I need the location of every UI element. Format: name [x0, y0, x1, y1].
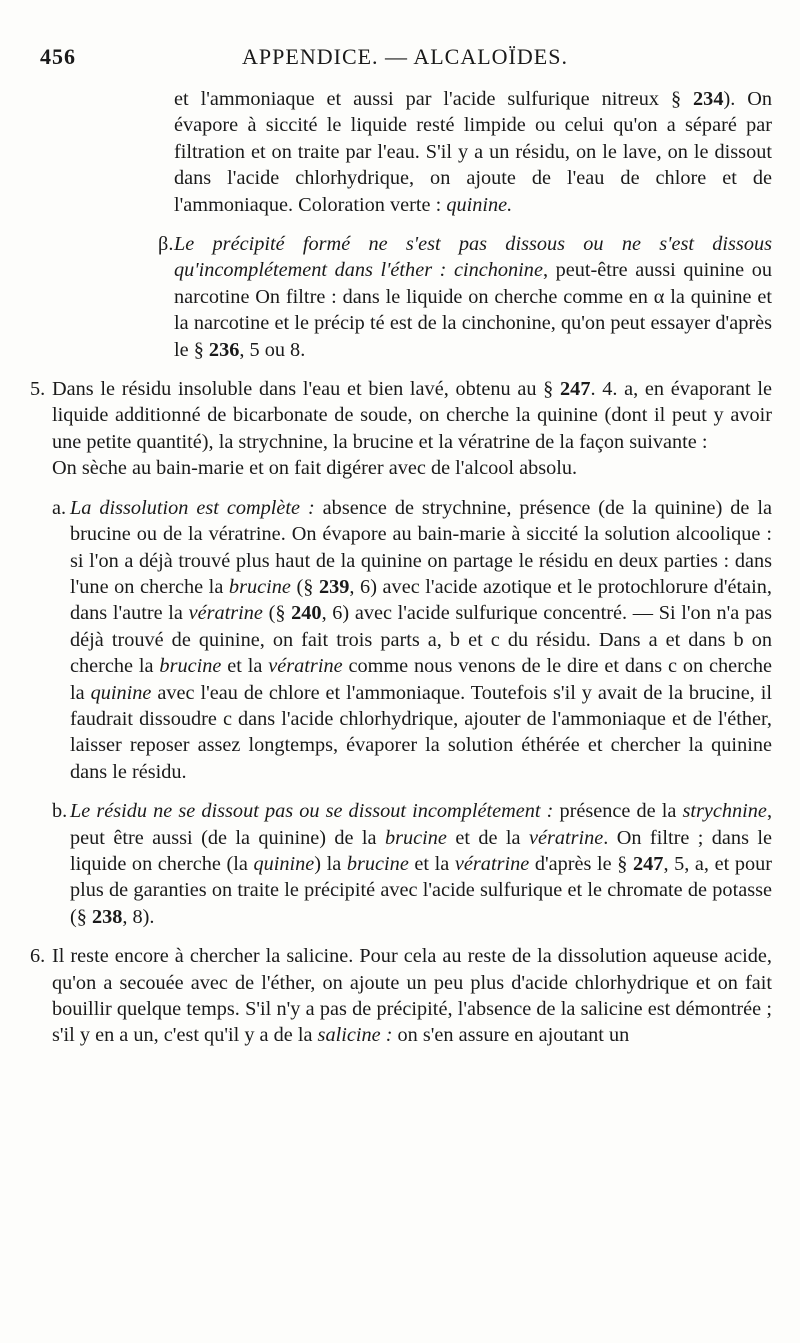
italic-term: quinine: [253, 852, 315, 875]
paragraph-continuation: [30, 86, 772, 218]
section-ref: 234: [693, 88, 724, 110]
text-run: . 4. a, en évaporant le liquide additionné de bicarbonate de soude, on cherche la quinine (dont il peut y avoir une petite quantité), la strychnine, la brucine et la vératrine de la façon suivante :: [52, 378, 772, 453]
paragraph-6: [30, 943, 772, 1049]
section-ref: 247: [560, 378, 591, 401]
paragraph-5: [30, 376, 772, 455]
italic-term: brucine: [384, 826, 447, 849]
italic-term: strychnine: [682, 800, 767, 823]
text-run: avec l'eau de chlore et l'ammoniaque. Toutefois s'il y avait de la brucine, il faudrait dissoudre c dans l'acide chlorhydrique, ajouter de l'ammoniaque et de l'éther, laisser reposer assez longtemps, évaporer la solution éthérée et chercher la quinine dans le résidu.: [70, 681, 772, 783]
paragraph-beta: [30, 231, 772, 363]
text-run: et la: [221, 655, 269, 678]
italic-heading: Le résidu ne se dissout pas ou se dissout incomplétement :: [70, 800, 554, 823]
text-run: et l'ammoniaque et aussi par l'acide sulfurique nitreux §: [174, 88, 694, 110]
italic-term: brucine: [159, 655, 222, 678]
text-run: ) la: [314, 852, 347, 875]
italic-term: vératrine: [528, 826, 604, 849]
item-marker: b.: [52, 800, 68, 823]
section-ref: 238: [91, 905, 123, 928]
text-run: . On filtre ; dans le liquide on cherche (la: [70, 826, 772, 875]
italic-term: salicine :: [317, 1024, 393, 1047]
text-run: (§: [290, 575, 319, 598]
running-head: [40, 44, 770, 80]
text-run: (§: [262, 602, 292, 625]
italic-term: vératrine: [188, 602, 263, 625]
running-title: APPENDICE. — ALCALOÏDES.: [242, 44, 568, 69]
text-run: et de la: [446, 826, 529, 849]
section-ref: 236: [208, 338, 240, 361]
italic-heading: Le précipité formé ne s'est pas dissous ou ne s'est dissous qu'incomplétement dans l'éther :: [174, 233, 772, 282]
text-run: présence de la: [553, 800, 683, 823]
page-number: 456: [40, 44, 76, 69]
text-run: , 6) avec l'acide azotique et le protochlorure d'étain, dans l'autre la: [70, 575, 772, 625]
text-run: , 6) avec l'acide sulfurique concentré. — Si l'on n'a pas déjà trouvé de quinine, on fait trois parts a, b et c du résidu. Dans a et dans b on cherche la: [70, 602, 772, 678]
text-run: comme nous venons de le dire et dans c on cherche la: [70, 655, 773, 704]
italic-term: brucine: [346, 852, 409, 875]
section-ref: 247: [633, 852, 664, 875]
section-ref: 240: [291, 602, 322, 625]
section-ref: 239: [318, 575, 350, 598]
italic-term: vératrine: [454, 852, 530, 875]
text-run: on s'en assure en ajoutant un: [392, 1024, 630, 1047]
text-run: Dans le résidu insoluble dans l'eau et bien lavé, obtenu au §: [52, 378, 561, 401]
item-marker: a.: [52, 496, 67, 519]
italic-heading: La dissolution est complète :: [70, 496, 315, 519]
text-run: , 5 ou 8.: [239, 338, 306, 361]
italic-term: cinchonine: [453, 259, 543, 282]
item-marker: 6.: [30, 945, 46, 968]
italic-term: quinine.: [446, 193, 513, 216]
text-run: Il reste encore à chercher la salicine. Pour cela au reste de la dissolution aqueuse acide, qu'on a secouée avec de l'éther, on ajoute un peu plus d'acide chlorhydrique et on fait bouillir quelque temps. S'il n'y a pas de précipité, l'absence de la salicine est démontrée ; s'il y en a un, c'est qu'il y a de la: [52, 945, 772, 1047]
text-run: absence de strychnine, présence (de la quinine) de la brucine ou de la vératrine. On évapore au bain-marie à siccité la solution alcoolique : si l'on a déjà trouvé plus haut de la quinine on partage le résidu en deux parties : dans l'une on cherche la: [70, 496, 772, 598]
body-text: [30, 86, 772, 1049]
item-marker: β.: [158, 233, 174, 256]
text-run: [446, 259, 454, 281]
item-marker: 5.: [30, 378, 46, 401]
text-run: , 8).: [122, 905, 155, 928]
italic-term: vératrine: [268, 655, 343, 678]
paragraph-b: [30, 798, 772, 930]
text-run: ). On évapore à siccité le liquide resté limpide ou celui qu'on a séparé par filtration et on traite par l'eau. S'il y a un résidu, on le lave, on le dissout dans l'acide chlorhydrique, on ajoute de l'eau de chlore et de l'ammoniaque. Coloration verte :: [174, 88, 772, 216]
italic-term: quinine: [90, 681, 152, 704]
paragraph-5-sub: On sèche au bain-marie et on fait digérer avec de l'alcool absolu.: [52, 457, 578, 480]
text-run: , 5, a, et pour plus de garanties on traite le précipité avec l'acide sulfurique et le chromate de potasse (§: [70, 852, 772, 928]
text-run: et la: [408, 852, 455, 875]
paragraph-a: [30, 495, 772, 785]
text-run: , peut être aussi (de la quinine) de la: [70, 800, 773, 849]
text-run: d'après le §: [529, 852, 634, 875]
italic-term: brucine: [228, 575, 291, 598]
text-run: , peut-être aussi quinine ou narcotine On filtre : dans le liquide on cherche comme en α la quinine et la narcotine et le précip té est de la cinchonine, qu'on peut essayer d'après le §: [174, 259, 772, 361]
